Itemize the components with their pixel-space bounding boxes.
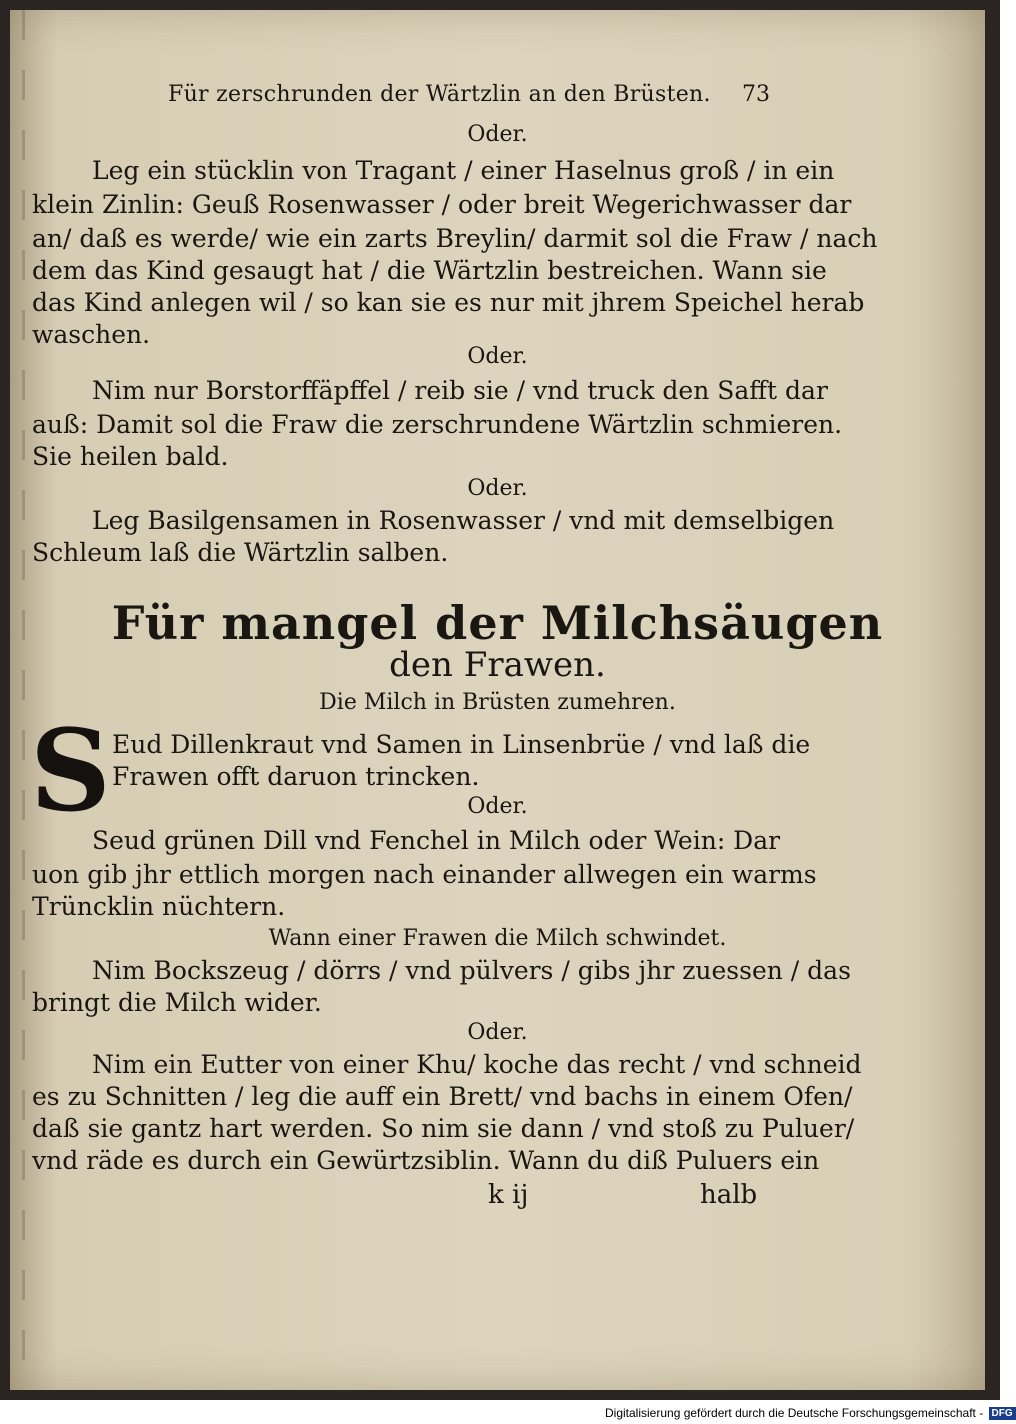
running-head: Für zerschrunden der Wärtzlin an den Brüsten. [168,82,711,107]
oder-label: Oder. [467,476,528,501]
text-line: Nim ein Eutter von einer Khu/ koche das recht / vnd schneid [92,1050,862,1079]
oder-label: Oder. [467,794,528,819]
text-line: an/ daß es werde/ wie ein zarts Breylin/ darmit sol die Fraw / nach [32,224,878,253]
text-line: Nim Bockszeug / dörrs / vnd pülvers / gibs jhr zuessen / das [92,956,851,985]
text-line: Leg ein stücklin von Tragant / einer Haselnus groß / in ein [92,156,835,185]
text-line: vnd räde es durch ein Gewürtzsiblin. Wann du diß Puluers ein [32,1146,820,1175]
dfg-logo-icon: DFG [989,1407,1016,1420]
text-line: daß sie gantz hart werden. So nim sie dann / vnd stoß zu Puluer/ [32,1114,855,1143]
text-line: das Kind anlegen wil / so kan sie es nur mit jhrem Speichel herab [32,288,865,317]
signature-mark: k ij [488,1180,529,1210]
section-heading: Für mangel der Milchsäugen [111,596,884,650]
catchword: halb [700,1180,758,1210]
drop-cap: S [30,706,111,837]
oder-label: Oder. [467,1020,528,1045]
text-line: Nim nur Borstorffäpffel / reib sie / vnd truck den Safft dar [92,376,828,405]
text-line: Sie heilen bald. [32,442,229,471]
section-subheading: Wann einer Frawen die Milch schwindet. [268,926,727,951]
text-line: Trüncklin nüchtern. [32,892,286,921]
oder-label: Oder. [467,344,528,369]
credit-text: Digitalisierung gefördert durch die Deutsche Forschungsgemeinschaft - [605,1406,984,1420]
text-line: waschen. [32,320,151,349]
digitization-credit [605,1406,1016,1420]
text-line: es zu Schnitten / leg die auff ein Brett/ vnd bachs in einem Ofen/ [32,1082,853,1111]
text-line: Eud Dillenkraut vnd Samen in Linsenbrüe / vnd laß die [112,730,811,759]
oder-label: Oder. [467,122,528,147]
text-line: dem das Kind gesaugt hat / die Wärtzlin bestreichen. Wann sie [32,256,827,285]
text-line: Leg Basilgensamen in Rosenwasser / vnd mit demselbigen [92,506,835,535]
text-line: auß: Damit sol die Fraw die zerschrundene Wärtzlin schmieren. [32,410,843,439]
text-line: Seud grünen Dill vnd Fenchel in Milch oder Wein: Dar [92,826,781,855]
text-line: klein Zinlin: Geuß Rosenwasser / oder breit Wegerichwasser dar [32,190,852,219]
folio-number: 73 [742,82,770,107]
text-line: bringt die Milch wider. [32,988,322,1017]
section-heading-continued: den Frawen. [389,645,606,685]
text-line: uon gib jhr ettlich morgen nach einander allwegen ein warms [32,860,817,889]
text-line: Frawen offt daruon trincken. [112,762,480,791]
section-subheading: Die Milch in Brüsten zumehren. [319,690,676,715]
text-line: Schleum laß die Wärtzlin salben. [32,538,449,567]
